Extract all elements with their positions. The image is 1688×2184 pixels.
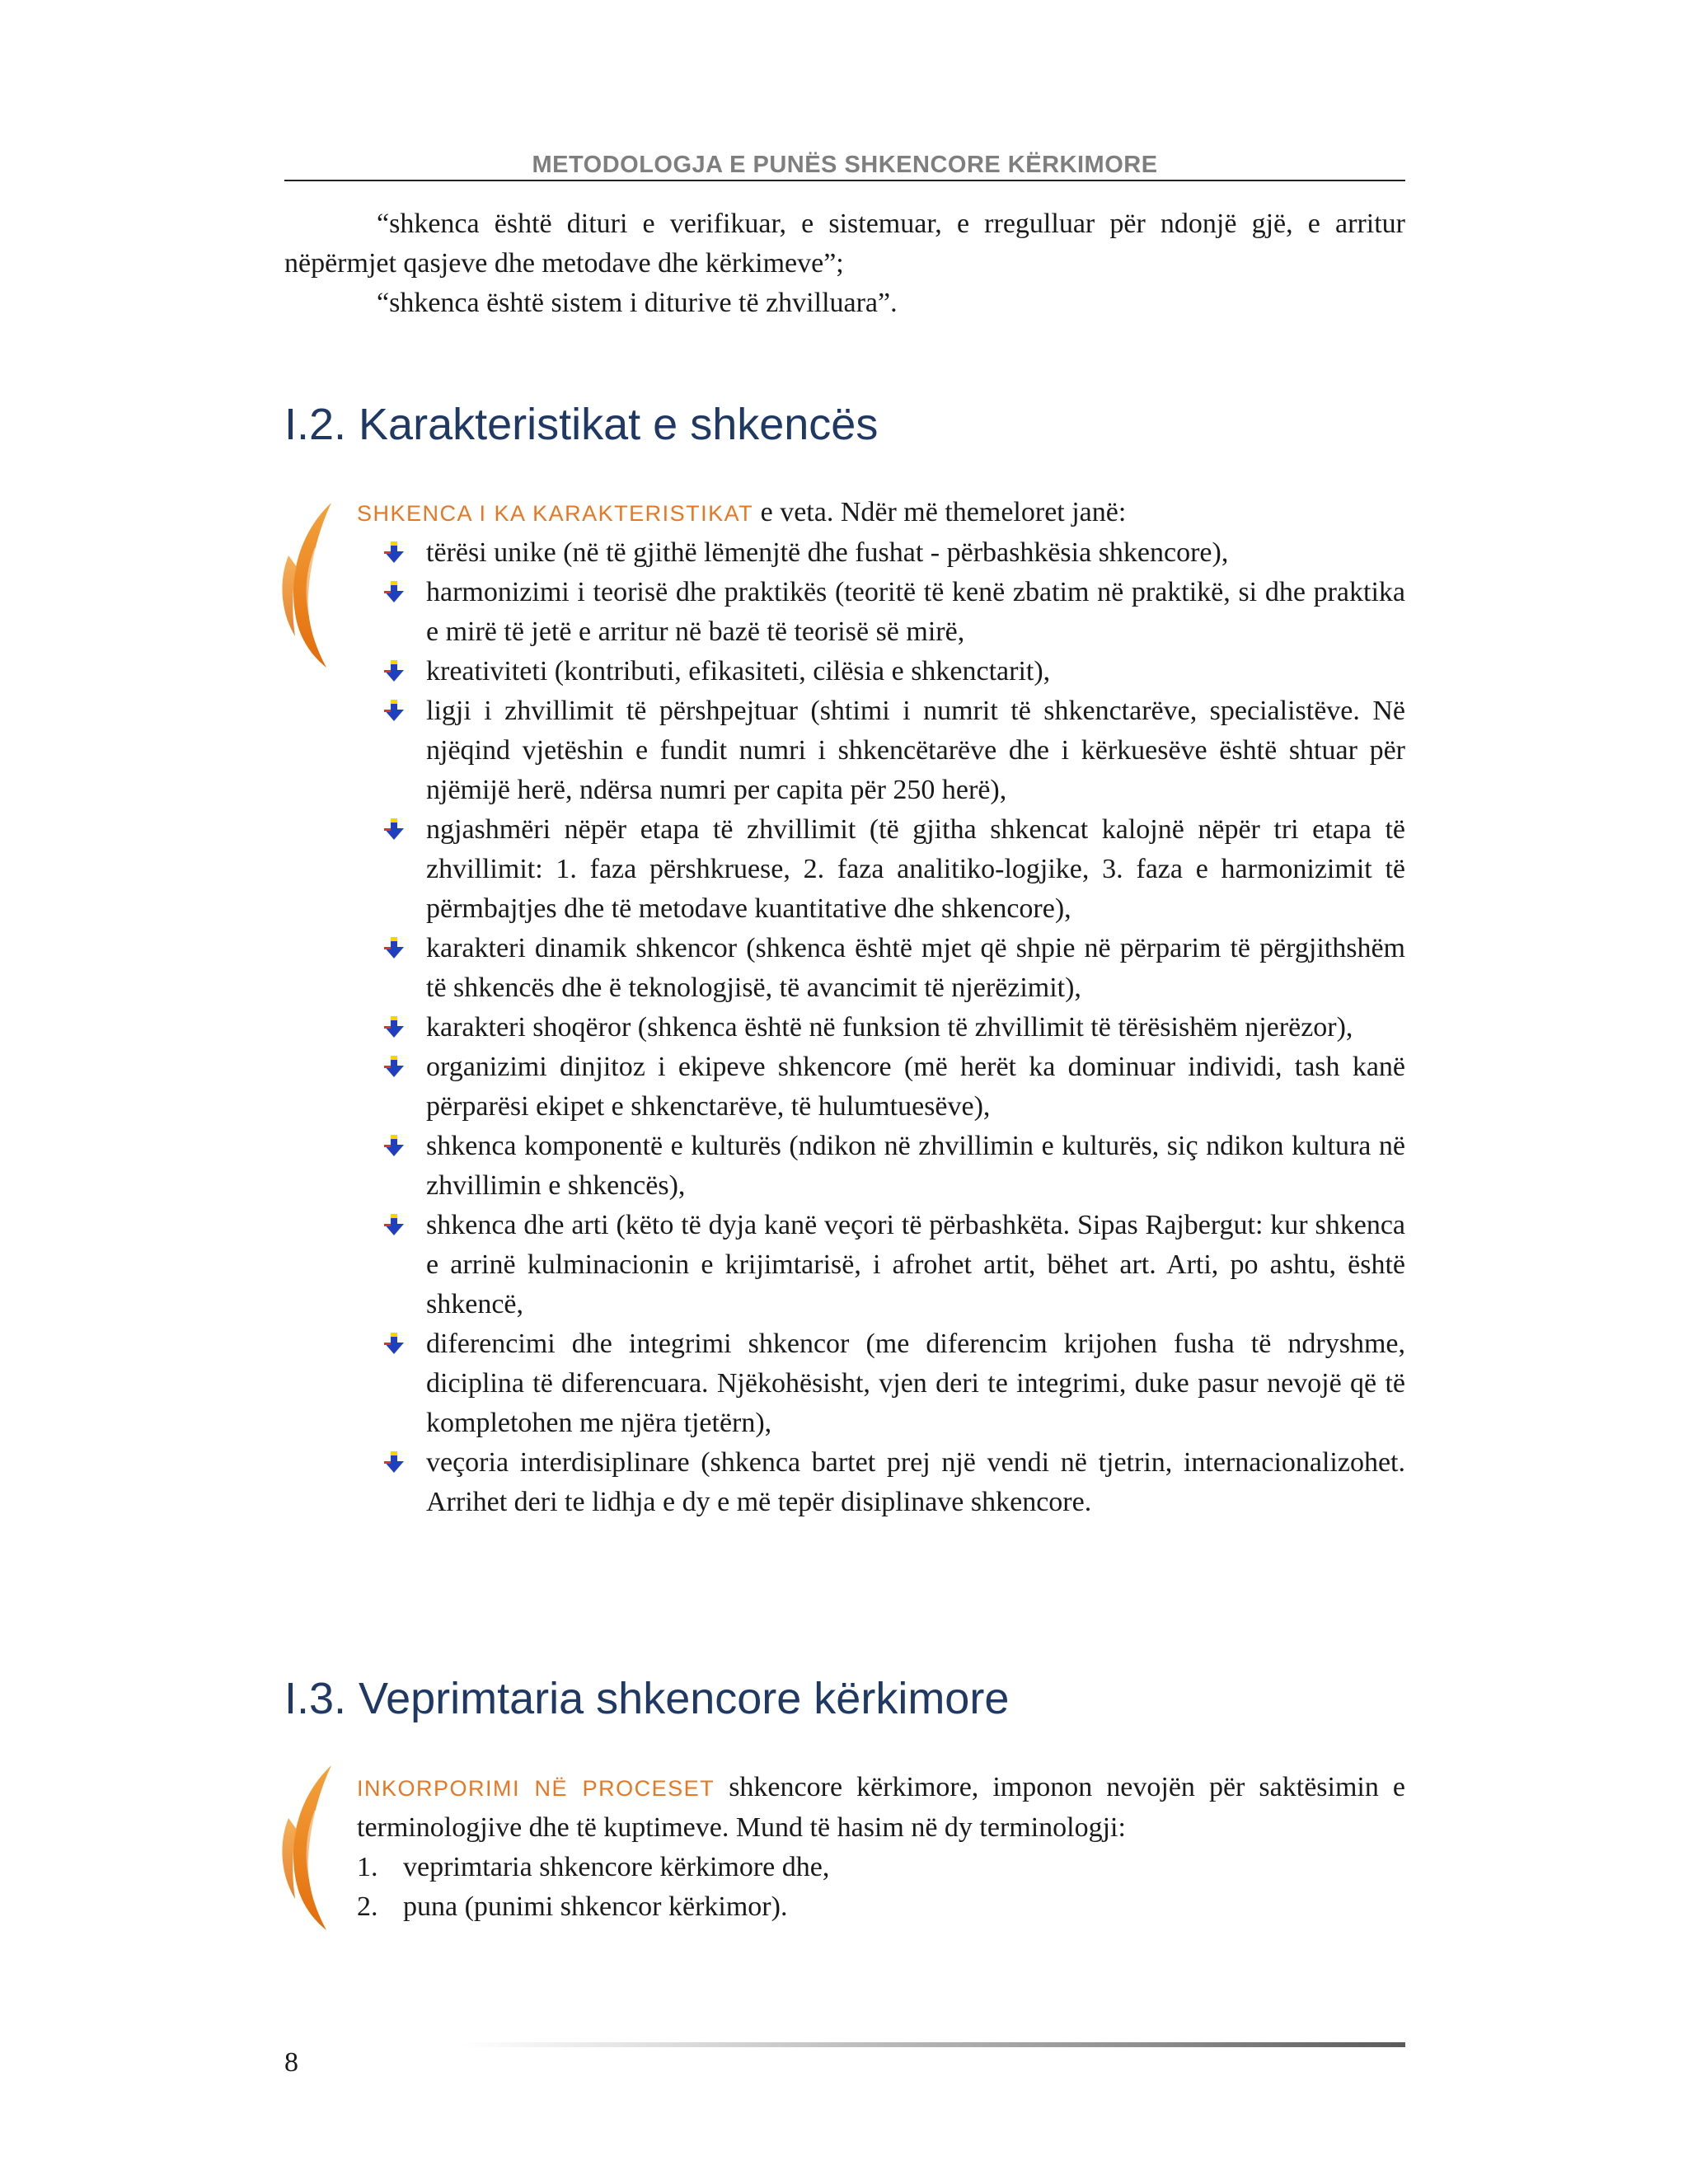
arrow-down-bullet-icon [382, 1054, 406, 1079]
arrow-down-bullet-icon [382, 1212, 406, 1237]
list-item [357, 1887, 1405, 1927]
intro-quotes [284, 204, 1405, 323]
arrow-down-bullet-icon [382, 817, 406, 841]
arrow-down-bullet-icon [382, 658, 406, 683]
list-item: ligji i zhvillimit të përshpejtuar (shtimi i numrit të shkenctarëve, specialistëve. Në njëqind vjetëshin e fundit numri i shkencëtarëve dhe i kërkuesëve është shtuar për njëmijë herë, ndërsa numri per capita për 250 herë), [357, 691, 1405, 810]
quote-paragraph: “shkenca është sistem i diturive të zhvilluara”. [377, 288, 898, 318]
list-item: shkenca dhe arti (këto të dyja kanë veçori të përbashkëta. Sipas Rajbergut: kur shkenca e arrinë kulminacionin e krijimtarisë, i afrohet artit, bëhet art. Arti, po ashtu, është shkencë, [357, 1206, 1405, 1324]
list-item: organizimi dinjitoz i ekipeve shkencore (më herët ka dominuar individi, tash kanë përparësi ekipet e shkenctarëve, të hulumtuesëve), [357, 1047, 1405, 1127]
flame-decoration-icon [277, 498, 338, 671]
list-item: shkenca komponentë e kulturës (ndikon në zhvillimin e kulturës, siç ndikon kultura në zhvillimin e shkencës), [357, 1127, 1405, 1206]
running-header: METODOLOGJA E PUNËS SHKENCORE KËRKIMORE [532, 152, 1158, 178]
item-number: 2. [357, 1891, 378, 1922]
lead-paragraph [357, 493, 1405, 533]
header-rule [284, 180, 1405, 181]
list-item: kreativiteti (kontributi, efikasiteti, cilësia e shkenctarit), [357, 652, 1405, 691]
lead-paragraph [357, 1768, 1405, 1848]
arrow-down-bullet-icon [382, 1015, 406, 1039]
arrow-down-bullet-icon [382, 935, 406, 960]
lead-rest: e veta. Ndër më themeloret janë: [753, 497, 1127, 527]
arrow-down-bullet-icon [382, 698, 406, 723]
arrow-down-bullet-icon [382, 540, 406, 565]
quote-paragraph: “shkenca është dituri e verifikuar, e sistemuar, e rregulluar për ndonjë gjë, e arritur nëpërmjet qasjeve dhe metodave dhe kërkimeve”; [284, 209, 1405, 279]
characteristics-list [357, 533, 1405, 1522]
section-heading-1-2: I.2. Karakteristikat e shkencës [284, 400, 879, 449]
list-item: tërësi unike (në të gjithë lëmenjtë dhe fushat - përbashkësia shkencore), [357, 533, 1405, 573]
footer-rule [462, 2042, 1405, 2047]
list-item: diferencimi dhe integrimi shkencor (me diferencim krijohen fusha të ndryshme, diciplina të diferencuara. Njëkohësisht, vjen deri te integrimi, duke pasur nevojë që të kompletohen me njëra tjetërn), [357, 1324, 1405, 1443]
lead-smallcaps: SHKENCA I KA KARAKTERISTIKAT [357, 501, 754, 526]
item-number: 1. [357, 1852, 378, 1882]
characteristics-block [357, 493, 1405, 1522]
lead-rest: shkencore kërkimore, imponon nevojën për saktësimin e terminologjive dhe të kuptimeve. Mund të hasim në dy terminologji: [357, 1772, 1405, 1843]
list-item [357, 1848, 1405, 1887]
list-item: ngjashmëri nëpër etapa të zhvillimit (të gjitha shkencat kalojnë nëpër tri etapa të zhvillimit: 1. faza përshkruese, 2. faza analitiko-logjike, 3. faza e harmonizimit të përmbajtjes dhe të metodave kuantitative dhe shkencore), [357, 810, 1405, 929]
lead-smallcaps: INKORPORIMI NË PROCESET [357, 1776, 715, 1801]
arrow-down-bullet-icon [382, 1133, 406, 1158]
item-text: puna (punimi shkencor kërkimor). [403, 1891, 788, 1922]
flame-decoration-icon [277, 1760, 338, 1933]
terminology-list [357, 1848, 1405, 1927]
list-item: veçoria interdisiplinare (shkenca bartet prej një vendi në tjetrin, internacionalizohet. Arrihet deri te lidhja e dy e më tepër disiplinave shkencore. [357, 1443, 1405, 1522]
item-text: veprimtaria shkencore kërkimore dhe, [403, 1852, 830, 1882]
list-item: harmonizimi i teorisë dhe praktikës (teoritë të kenë zbatim në praktikë, si dhe praktika e mirë të jetë e arritur në bazë të teorisë së mirë, [357, 573, 1405, 652]
arrow-down-bullet-icon [382, 1450, 406, 1474]
research-activity-block [357, 1768, 1405, 1927]
arrow-down-bullet-icon [382, 579, 406, 604]
section-heading-1-3: I.3. Veprimtaria shkencore kërkimore [284, 1674, 1010, 1723]
list-item: karakteri shoqëror (shkenca është në funksion të zhvillimit të tërësishëm njerëzor), [357, 1008, 1405, 1047]
arrow-down-bullet-icon [382, 1331, 406, 1356]
page-number: 8 [284, 2047, 298, 2078]
list-item: karakteri dinamik shkencor (shkenca është mjet që shpie në përparim të përgjithshëm të shkencës dhe ë teknologjisë, të avancimit të njerëzimit), [357, 929, 1405, 1008]
